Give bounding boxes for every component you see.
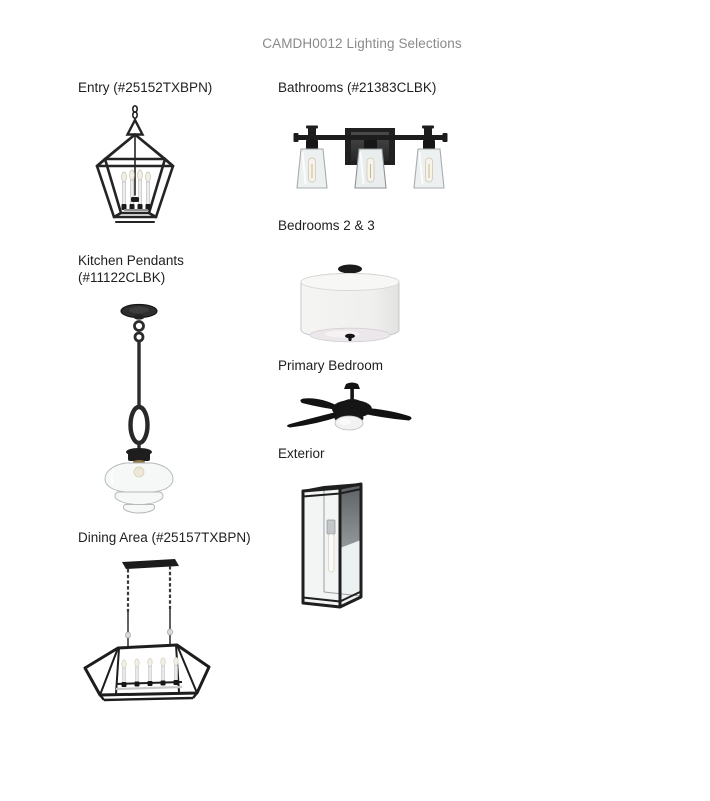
cage-lantern-pendant-icon	[88, 103, 188, 233]
drum-semi-flush-icon	[298, 262, 403, 350]
bedrooms-drum-image	[298, 262, 403, 350]
candles	[122, 170, 151, 210]
entry-label: Entry (#25152TXBPN)	[78, 80, 213, 95]
glass-pendant-icon	[88, 300, 193, 515]
kitchen-label-line1: Kitchen Pendants	[78, 253, 184, 268]
dining-chandelier-image	[80, 556, 220, 708]
primary-fan-image	[282, 382, 414, 434]
dining-label: Dining Area (#25157TXBPN)	[78, 530, 251, 545]
kitchen-pendant-image	[88, 300, 193, 515]
vanity-light-icon	[293, 120, 448, 192]
exterior-label: Exterior	[278, 446, 325, 461]
kitchen-label-line2: (#11122CLBK)	[78, 270, 166, 285]
linear-chandelier-icon	[80, 556, 220, 708]
outdoor-wall-lantern-icon	[300, 478, 368, 613]
bathrooms-label: Bathrooms (#21383CLBK)	[278, 80, 437, 95]
bathroom-vanity-image	[293, 120, 448, 192]
page-title: CAMDH0012 Lighting Selections	[262, 36, 462, 51]
bedrooms-label: Bedrooms 2 & 3	[278, 218, 375, 233]
primary-bedroom-label: Primary Bedroom	[278, 358, 384, 373]
entry-lantern-image	[88, 103, 188, 233]
ceiling-fan-icon	[282, 382, 414, 434]
glass-shades	[297, 140, 444, 188]
exterior-lantern-image	[300, 478, 368, 613]
